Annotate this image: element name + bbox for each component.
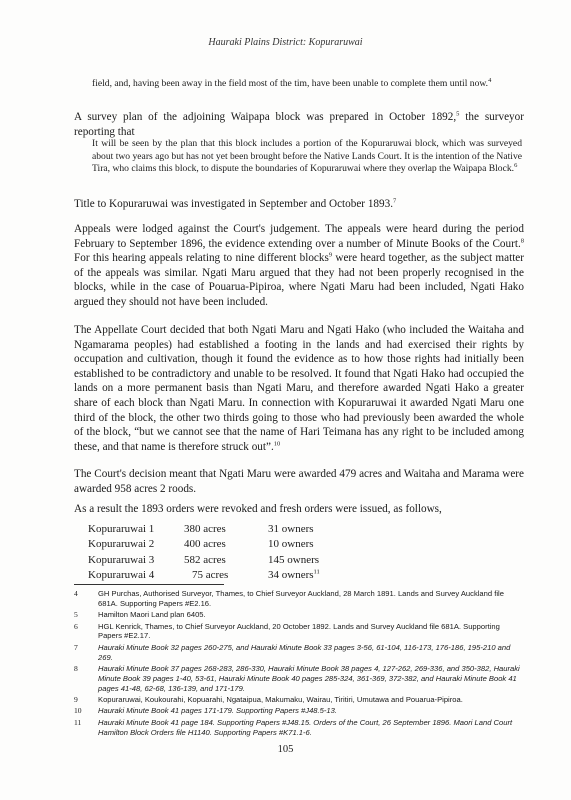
footnote-number: 8 xyxy=(74,663,78,673)
quote-text: It will be seen by the plan that this block includes a portion of the Kopuraruwai block, which was surveyed about two years ago but has not yet been brought before the Native Lands Court. It is the intention of the Native Tira, who claims this block, to dispute the boundaries of Kopuraruwai where they overlap the Waipapa Block. xyxy=(92,138,523,175)
acres-value: 75 acres xyxy=(192,568,229,581)
footnote-number: 7 xyxy=(74,642,78,652)
block-owners xyxy=(268,566,320,581)
paragraph-survey-plan xyxy=(74,110,524,139)
block-owners xyxy=(268,550,320,565)
footnote-ref[interactable]: 4 xyxy=(488,76,492,84)
table-row xyxy=(88,535,320,550)
paragraph-orders-intro xyxy=(74,502,524,517)
footnote-number: 9 xyxy=(74,694,78,704)
footnote-ref[interactable]: 9 xyxy=(328,251,333,259)
footnote-number: 10 xyxy=(74,706,82,716)
paragraph-text: Appeals were lodged against the Court's judgement. The appeals were heard during the period February to September 1896, the evidence extending over a number of Minute Books of the Court. xyxy=(74,223,524,250)
footnote-ref[interactable]: 8 xyxy=(520,236,524,244)
footnote-text: Hamilton Maori Land plan 6405. xyxy=(98,610,206,620)
owners-value: 34 owners xyxy=(268,568,314,581)
paragraph-text: were heard together, as the subject matter of the appeals was similar. Ngati Maru argued that they had not been properly recognised in the blocks, while in the case of Pouarua-Pipiroa, where Ngati Maru had been included, Ngati Hako argued they should not have been included. xyxy=(74,252,524,308)
block-name: Kopuraruwai 1 xyxy=(88,523,155,536)
block-quote-continued xyxy=(92,78,522,91)
footnote xyxy=(74,643,520,663)
footnote-number: 4 xyxy=(74,589,78,598)
footnote-number: 5 xyxy=(74,610,78,620)
footnote-text: GH Purchas, Authorised Surveyor, Thames, to Chief Surveyor Auckland, 28 March 1891. Lands and Survey Auckland file 681A. Supporting Papers #E2.16. xyxy=(98,589,504,608)
paragraph-text: As a result the 1893 orders were revoked and fresh orders were issued, as follows, xyxy=(74,503,442,515)
footnote-divider xyxy=(74,584,224,585)
table-row xyxy=(88,566,320,581)
paragraph-text: Title to Kopuraruwai was investigated in September and October 1893. xyxy=(74,198,393,210)
footnote xyxy=(74,664,520,693)
footnote-text: Hauraki Minute Book 41 page 184. Supporting Papers #J48.15. Orders of the Court, 26 September 1896. Maori Land Court Hamilton Block Orders file H1140. Supporting Papers #K71.1-6. xyxy=(98,717,513,737)
orders-table xyxy=(88,520,320,581)
block-owners xyxy=(268,520,320,535)
paragraph-text: A survey plan of the adjoining Waipapa block was prepared in October 1892, xyxy=(74,111,457,123)
footnote-number: 11 xyxy=(74,717,82,727)
paragraph-text: The Appellate Court decided that both Ngati Maru and Ngati Hako (who included the Waitaha and Ngamarama peoples) had established a footing in the lands and had exercised their rights by occupation and cultivation, though it found the evidence as to how those rights had initially been established to be contradictory and unable to be resolved. It found that Ngati Hako had occupied the lands on a more permanent basis than Ngati Maru, and therefore awarded Ngati Hako a greater share of each block than Ngati Maru. In connection with Kopuraruwai it awarded Ngati Maru one third of the block, the other two thirds going to those who had previously been awarded the whole of the block, “but we cannot see that the name of Hari Teimana has any right to be included among these, and that name is therefore struck out”. xyxy=(74,324,524,453)
footnote xyxy=(74,695,520,705)
footnote-ref[interactable]: 5 xyxy=(456,110,460,118)
footnote-ref[interactable]: 6 xyxy=(514,162,518,169)
acres-value: 582 acres xyxy=(184,553,226,566)
footnote-ref[interactable]: 7 xyxy=(393,197,397,205)
block-quote-surveyor xyxy=(92,138,522,176)
block-name: Kopuraruwai 2 xyxy=(88,538,155,551)
footnote xyxy=(74,610,520,620)
table-row xyxy=(88,550,320,565)
footnote-text: Hauraki Minute Book 32 pages 260-275, and Hauraki Minute Book 33 pages 3-56, 61-104, 116-173, 176-186, 195-210 and 269. xyxy=(98,642,511,662)
footnotes xyxy=(74,589,520,739)
paragraph-text: The Court's decision meant that Ngati Maru were awarded 479 acres and Waitaha and Marama were awarded 958 acres 2 roods. xyxy=(74,468,524,495)
acres-value: 400 acres xyxy=(184,538,226,551)
owners-value: 145 owners xyxy=(268,553,320,566)
block-acres xyxy=(184,535,268,550)
footnote xyxy=(74,718,520,738)
acres-value: 380 acres xyxy=(184,523,226,536)
block-acres xyxy=(184,550,268,565)
footnote-text: HGL Kenrick, Thames, to Chief Surveyor Auckland, 20 October 1892. Lands and Survey Auckland file 681A. Supporting Papers #E2.17. xyxy=(98,621,500,641)
paragraph-appeals xyxy=(74,222,524,310)
footnote-text: Hauraki Minute Book 37 pages 268-283, 286-330, Hauraki Minute Book 38 pages 4, 127-262, 269-336, and 350-382, Hauraki Minute Book 39 pages 1-40, 53-61, Hauraki Minute Book 40 pages 285-324, 361-369, 372-382, and Hauraki Minute Book 41 pages 41-48, 62-68, 136-139, and 171-179. xyxy=(98,663,520,693)
block-name: Kopuraruwai 4 xyxy=(88,568,155,581)
paragraph-text: the surveyor reporting that xyxy=(74,111,524,138)
table-row xyxy=(88,520,320,535)
paragraph-text: For this hearing appeals relating to nine different blocks xyxy=(74,252,329,265)
running-header: Hauraki Plains District: Kopuraruwai xyxy=(208,37,363,48)
footnote xyxy=(74,589,520,609)
footnote-ref[interactable]: 11 xyxy=(313,568,320,576)
footnote xyxy=(74,622,520,642)
paragraph-appellate-court xyxy=(74,323,524,454)
footnote-ref[interactable]: 10 xyxy=(273,440,281,448)
block-acres xyxy=(184,566,268,581)
owners-value: 31 owners xyxy=(268,523,314,536)
paragraph-court-decision xyxy=(74,467,524,496)
owners-value: 10 owners xyxy=(268,538,314,551)
block-owners xyxy=(268,535,320,550)
quote-text: field, and, having been away in the field most of the tim, have been unable to complete them until now. xyxy=(92,78,489,89)
paragraph-title-investigated xyxy=(74,197,524,212)
footnote-text: Hauraki Minute Book 41 pages 171-179. Supporting Papers #J48.5-13. xyxy=(98,706,337,716)
block-acres xyxy=(184,520,268,535)
footnote-number: 6 xyxy=(74,621,78,631)
footnote-text: Kopuraruwai, Koukourahi, Kopuarahi, Ngataipua, Makumaku, Wairau, Tiritiri, Umutawa and Pouarua-Pipiroa. xyxy=(98,694,463,704)
footnote xyxy=(74,706,520,716)
page-number: 105 xyxy=(277,744,294,755)
block-name: Kopuraruwai 3 xyxy=(88,553,155,566)
